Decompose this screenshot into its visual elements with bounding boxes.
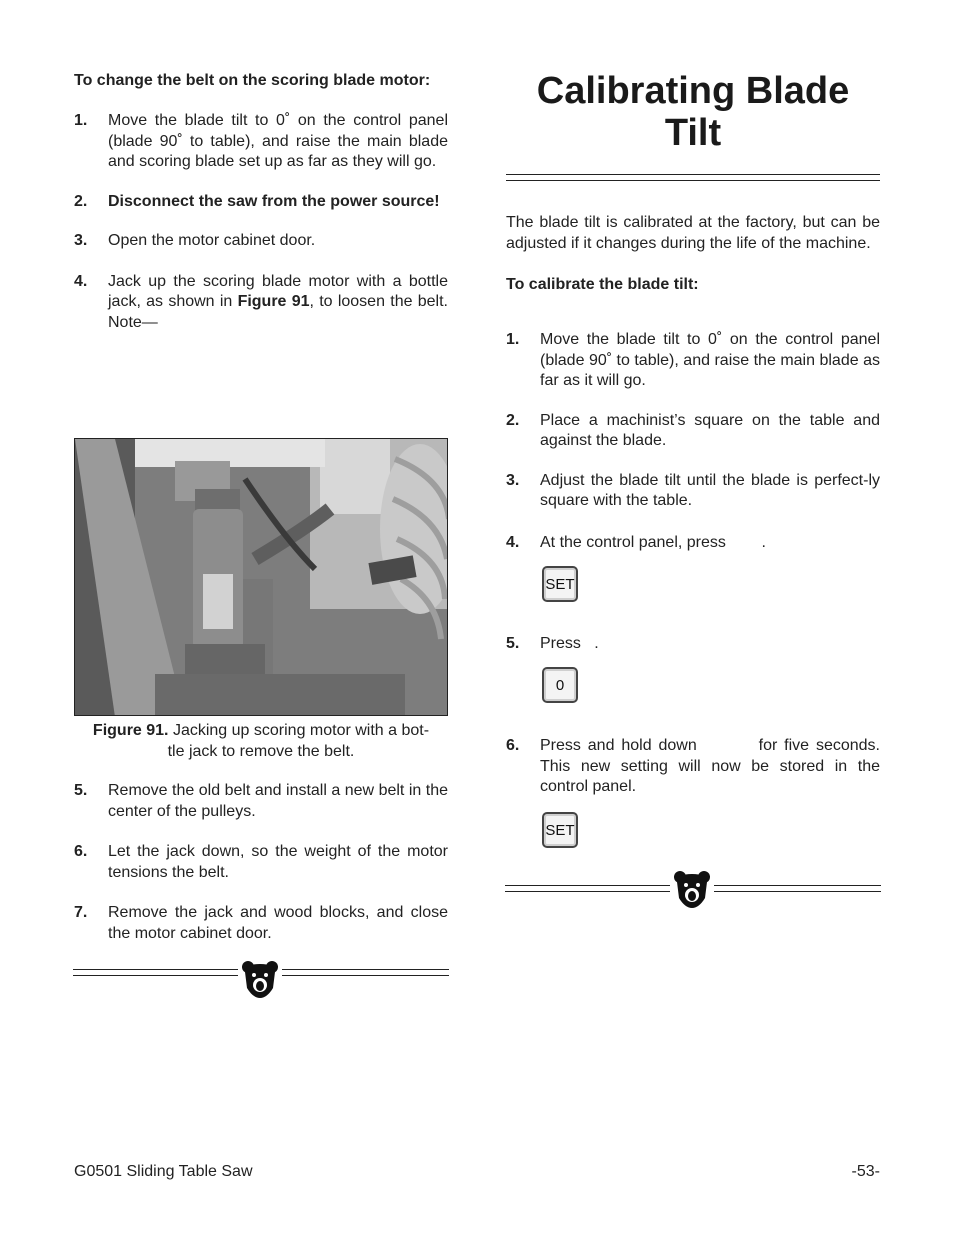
page-title [506, 70, 880, 154]
page-title-line2: Tilt [664, 112, 722, 154]
figure-91-photo [74, 438, 448, 716]
left-step-3 [74, 231, 448, 252]
step-number: 3. [506, 471, 520, 489]
step-text: Remove the old belt and install a new belt in the center of the pulleys. [108, 782, 448, 820]
left-step-2 [74, 192, 448, 213]
set-key-button: SET [542, 566, 578, 602]
bottle-jack-photo-illustration [75, 439, 448, 716]
belt-change-heading: To change the belt on the scoring blade motor: [74, 72, 431, 89]
step-text: Move the blade tilt to 0˚ on the control panel (blade 90˚ to table), and raise the main blade as far as it will go. [540, 331, 880, 389]
step-number: 3. [74, 232, 88, 249]
figure-caption-line1: Jacking up scoring motor with a bot- [168, 722, 430, 739]
left-steps-continued [74, 781, 448, 944]
intro-paragraph: The blade tilt is calibrated at the factory, but can be adjusted if it changes during the life of the machine. [506, 214, 880, 252]
step-text [108, 272, 448, 334]
step-text: Move the blade tilt to 0˚ on the control panel (blade 90˚ to table), and raise the main blade and scoring blade set up as far as they will go. [108, 112, 448, 170]
bear-logo-icon [241, 960, 279, 1000]
step-number: 6. [506, 737, 520, 754]
step-number: 5. [506, 635, 520, 652]
left-step-4 [74, 272, 448, 334]
footer-page-number: -53- [851, 1163, 880, 1180]
right-step-2 [506, 411, 880, 452]
left-step-6 [74, 842, 448, 883]
set-key-button-2: SET [542, 812, 578, 848]
footer-model: G0501 Sliding Table Saw [74, 1163, 253, 1180]
section-end-divider [73, 966, 449, 986]
step-number: 2. [506, 411, 520, 429]
right-step-5 [506, 634, 880, 655]
title-rule [506, 174, 880, 181]
calibrate-heading: To calibrate the blade tilt: [506, 276, 699, 293]
step-text: Press and hold down for five seconds. This new setting will now be stored in the control panel. [540, 737, 885, 795]
step-text-post: , to loosen the belt. Note— [108, 293, 448, 331]
bear-logo-icon [673, 870, 711, 910]
left-step-7 [74, 903, 448, 944]
step-text: Remove the jack and wood blocks, and close the motor cabinet door. [108, 904, 448, 942]
right-step-3 [506, 471, 880, 512]
left-step-1 [74, 111, 448, 173]
step-text: Open the motor cabinet door. [108, 232, 316, 249]
step-text: Press . [540, 635, 599, 652]
step-number: 2. [74, 192, 88, 210]
step-number: 6. [74, 843, 88, 860]
right-step-6 [506, 736, 885, 798]
step-text-pre: Jack up the scoring blade motor with a bottle jack, as shown in [108, 272, 448, 310]
right-steps [506, 330, 880, 512]
figure-label: Figure 91. [92, 722, 169, 739]
figure-91-caption [74, 721, 448, 762]
left-step-5 [74, 781, 448, 822]
figure-reference: Figure 91 [237, 293, 310, 310]
zero-key-button: 0 [542, 667, 578, 703]
figure-caption-line2: tle jack to remove the belt. [167, 742, 355, 760]
step-text: At the control panel, press . [540, 534, 766, 551]
step-number: 4. [506, 534, 520, 551]
step-number: 7. [74, 904, 88, 921]
step-number: 5. [74, 782, 88, 799]
step-text: Place a machinist’s square on the table and against the blade. [540, 411, 880, 449]
page-title-line1: Calibrating Blade [536, 70, 850, 112]
step-number: 4. [74, 272, 88, 290]
step-number: 1. [74, 112, 88, 129]
step-text: Adjust the blade tilt until the blade is perfect-ly square with the table. [540, 471, 880, 509]
right-column [506, 70, 880, 295]
section-end-divider-right [505, 882, 881, 902]
step-text-warning: Disconnect the saw from the power source! [108, 192, 440, 210]
left-column [74, 70, 448, 333]
step-text: Let the jack down, so the weight of the motor tensions the belt. [108, 843, 448, 881]
right-step-1 [506, 330, 880, 392]
step-number: 1. [506, 331, 520, 348]
right-step-4 [506, 533, 880, 554]
